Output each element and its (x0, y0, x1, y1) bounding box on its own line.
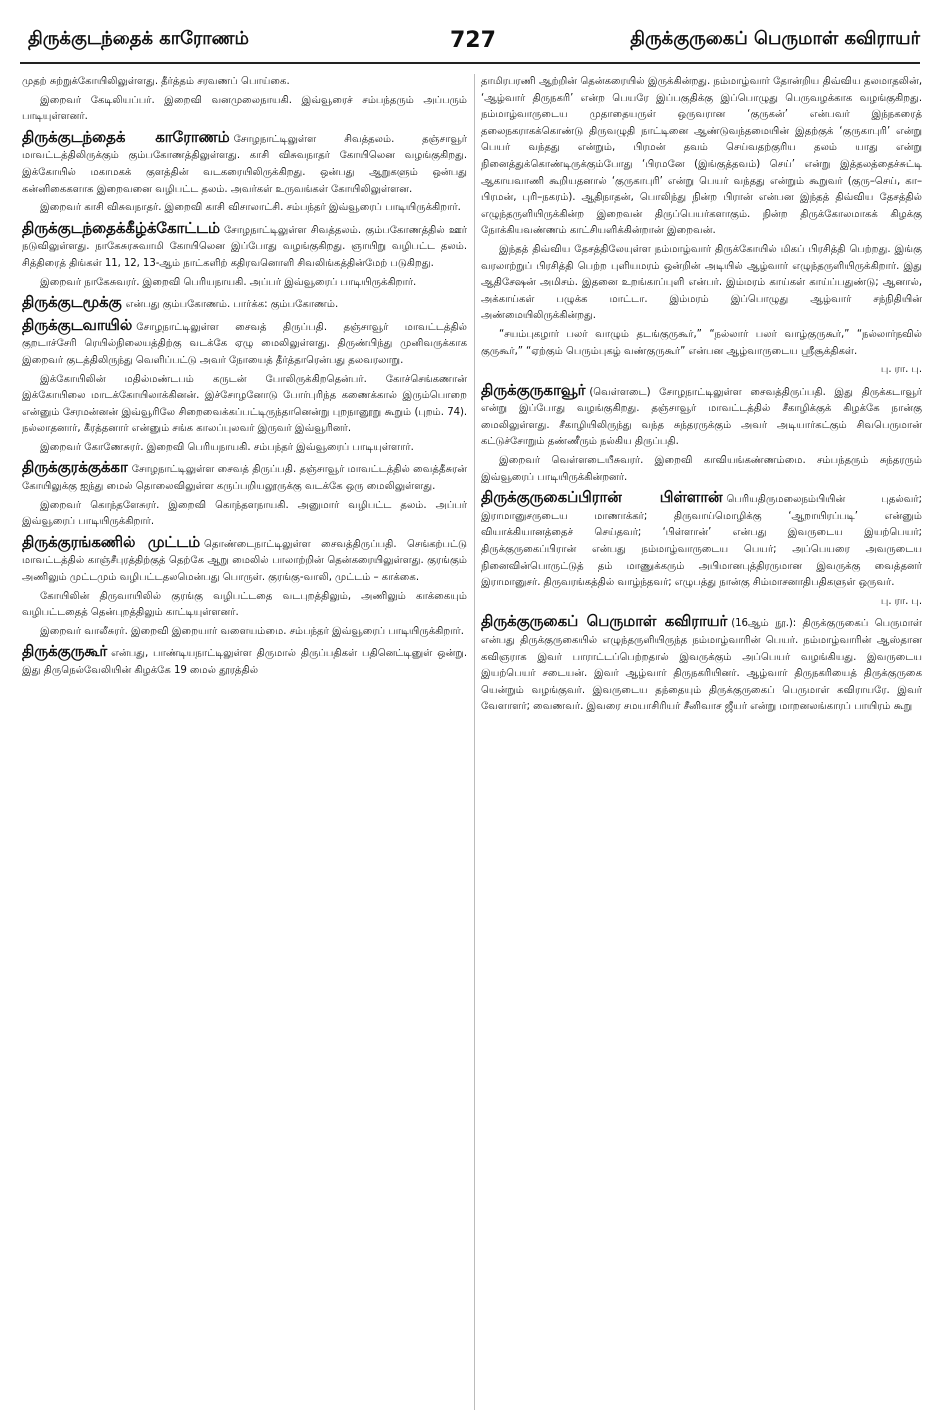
body-paragraph: இக்கோயிலின் மதில்மண்டபம் கருடன் போலிருக்கிறதென்பர். கோச்செங்கணான் இக்கோயிலை மாடக்கோயிலாக்கினன். இச்சோழனோடு போர்புரிந்த கணைக்கால் இரும்பொறை என்னும் சேரமன்னன் இவ்வூரிலே சிறைவைக்கப்பட்டிருந்தானென்று புறநானூறு கூறும் (புறம். 74). நல்லாதனார், கீரத்தனார் என்னும் சங்க காலப்புலவர் இருவர் இவ்வூரினர். (22, 373, 467, 435)
running-head-right: திருக்குருகைப் பெருமாள் கவிராயர் (630, 28, 920, 49)
entry-heading: திருக்குரங்கணில் முட்டம் (22, 532, 201, 551)
entry-heading: திருக்குருகைப் பெருமாள் கவிராயர் (481, 612, 728, 631)
entry-heading: திருக்குடந்தைக் காரோணம் (22, 127, 230, 146)
entry-paragraph (22, 128, 467, 198)
body-paragraph: இறைவர் நாகேசுவரர். இறைவி பெரியநாயகி. அப்பர் இவ்வூரைப் பாடியிருக்கிறார். (40, 276, 417, 288)
author-signature: பு. ரா. பு. (880, 364, 922, 376)
entry-paragraph (22, 293, 467, 314)
entry-text: என்பது கும்பகோணம். பார்க்க: கும்பகோணம். (125, 299, 339, 311)
running-head-left: திருக்குடந்தைக் காரோணம் (28, 28, 250, 49)
entry-paragraph (481, 488, 922, 592)
body-paragraph: “சயம்புகழார் பலர் வாழும் தடங்குருகூர்,” “நல்லார் பலர் வாழ்குருகூர்,” “நல்லார்நவில் குருகூர்,” “ஏற்கும் பெரும்புகழ் வண்குருகூர்” என்பன ஆழ்வாருடைய ஸ்ரீசூக்திகள். (481, 328, 922, 357)
body-paragraph: இந்தத் திவ்விய தேசத்திலேயுள்ள நம்மாழ்வார் திருக்கோயில் மிகப் பிரசித்தி பெற்றது. இங்கு வரலாற்றுப் பிரசித்தி பெற்ற புளியமரம் ஒன்றின் அடியில் ஆழ்வார் எழுந்தருளியிருக்கிறார். இது ஆதிசேஷன் அமிசம். இதனை உறங்காப்புளி என்பர். இம்மரம் காய்கள் காய்ப்பதுண்டு; ஆனால், அக்காய்கள் பழுக்க மாட்டா. இம்மரம் இப்பொழுது ஆழ்வார் சந்நிதியின் அண்மையிலிருக்கின்றது. (481, 243, 922, 322)
entry-text: (வெள்ளடை) சோழநாட்டிலுள்ள சைவத்திருப்பதி. இது திருக்கடாவூர் என்று இப்போது வழங்குகிறது. தஞ்சாவூர் மாவட்டத்தில் சீகாழிக்குக் கிழக்கே நான்கு மைலிலுள்ளது. சீகாழியிலிருந்து வந்த சுந்தரருக்கும் அவர் அடியார்கட்கும் சிவபெருமான் கட்டுச்சோறும் தண்ணீரும் நல்கிய திருப்பதி. (481, 386, 922, 448)
entry-paragraph (22, 642, 467, 679)
entry-text: பெரியதிருமலைநம்பியின் புதல்வர்; இராமானுசருடைய மாணாக்கர்; திருவாய்மொழிக்கு ‘ஆறாயிரப்படி’ என்னும் வியாக்கியானத்தைச் செய்தவர்; ‘பிள்ளான்’ என்பது இவருடைய இயற்பெயர்; திருக்குருகைப்பிரான் என்பது நம்மாழ்வாருடைய பெயர்; அப்பெயரை அவருடைய நினைவின்பொருட்டுத் தம் மாணுக்கரும் அபிமானபுத்திரருமான இவருக்கு வைத்தனர் இராமானுசர். திருவரங்கத்தில் வாழ்ந்தவர்; எழுபத்து நான்கு சிம்மாசனாதிபதிகளுள் ஒருவர். (481, 494, 922, 589)
entry-paragraph (22, 219, 467, 273)
page-number: 727 (450, 28, 496, 53)
entry-paragraph (481, 381, 922, 451)
entry-heading: திருக்குருகைப்பிரான் பிள்ளான் (481, 488, 723, 507)
body-paragraph: இறைவர் வாலீசுரர். இறைவி இறையார் வளையம்மை. சம்பந்தர் இவ்வூரைப் பாடியிருக்கிறார். (40, 625, 464, 637)
entry-heading: திருக்குரக்குக்கா (22, 458, 128, 477)
entry-text: தொண்டைநாட்டிலுள்ள சைவத்திருப்பதி. செங்கற்பட்டு மாவட்டத்தில் காஞ்சீபுரத்திற்குத் தெற்கே ஆறு மைலில் பாலாற்றின் தென்கரையிலுள்ளது. குரங்கும் அணிலும் முட்டமும் வழிபட்டதலமென்பது பொருள். குரங்கு-வாலி, முட்டம் – காக்கை. (22, 538, 467, 584)
body-paragraph: இறைவர் கோணேசுரர். இறைவி பெரியநாயகி. சம்பந்தர் இவ்வூரைப் பாடியுள்ளார். (40, 441, 414, 453)
right-column (481, 74, 922, 1410)
entry-text: சோழநாட்டிலுள்ள சைவத் திருப்பதி. தஞ்சாவூர் மாவட்டத்தில் வைத்தீசுரன் கோயிலுக்கு ஐந்து மைல் தொலைவிலுள்ள கருப்பறியலூருக்கு வடக்கே ஒரு மைலிலுள்ளது. (22, 464, 467, 493)
body-paragraph: முதற் சுற்றுக்கோயிலிலுள்ளது. தீர்த்தம் சரவணப் பொய்கை. (22, 76, 290, 87)
entry-paragraph (481, 612, 922, 716)
page-header (20, 26, 920, 64)
entry-heading: திருக்குருகூர் (22, 642, 108, 661)
entry-text: சோழநாட்டிலுள்ள சிவத்தலம். தஞ்சாவூர் மாவட்டத்திலிருக்கும் கும்பகோணத்திலுள்ளது. காசி விசுவநாதர் கோயிலென வழங்குகிறது. இக்கோயில் மகாமகக் குளத்தின் வடகரையிலிருக்கிறது. ஒன்பது ஆறுகளும் ஒன்பது கன்னிகைகளாக இறைவனை வழிபட்ட தலம். அவர்கள் உருவங்கள் கோயிலிலுள்ளன. (22, 133, 467, 195)
body-paragraph: கோயிலின் திருவாயிலில் குரங்கு வழிபட்டதை வடபுறத்திலும், அணிலும் காக்கையும் வழிபட்டதைத் தென்புறத்திலும் காட்டியுள்ளனர். (22, 590, 467, 619)
body-paragraph: இறைவர் கொந்தளேசுரர். இறைவி கொந்தளநாயகி. அனுமார் வழிபட்ட தலம். அப்பர் இவ்வூரைப் பாடியிருக்கிறார். (22, 499, 467, 528)
left-column (22, 74, 467, 1410)
entry-heading: திருக்குடந்தைக்கீழ்க்கோட்டம் (22, 218, 220, 237)
entry-text: சோழநாட்டிலுள்ள சைவத் திருப்பதி. தஞ்சாவூர் மாவட்டத்தில் குறடாச்சேரி ரெயில்நிலையத்திற்கு வடக்கே ஏழு மைலிலுள்ளது. திருண்பிந்து முனிவருக்காக இறைவர் குடத்திலிருந்து வெளிப்பட்டு அவர் நோயைத் தீர்த்தாரென்பது தலவரலாறு. (22, 321, 467, 366)
entry-heading: திருக்குடவாயில் (22, 315, 133, 334)
body-paragraph: இறைவர் கேடிலியப்பர். இறைவி வனமுலைநாயகி. இவ்வூரைச் சம்பந்தரும் அப்பரும் பாடியுள்ளனர். (22, 94, 467, 123)
entry-heading: திருக்குடமூக்கு (22, 293, 122, 312)
entry-text: சோழநாட்டிலுள்ள சிவத்தலம். கும்பகோணத்தில் ஊர் நடுவிலுள்ளது. நாகேசுரசுவாமி கோயிலென இப்போது வழங்குகிறது. ஞாயிறு வழிபட்ட தலம். சித்திரைத் திங்கள் 11, 12, 13-ஆம் நாட்களிற் கதிரவனொளி சிவலிங்கத்தின்மேற் படுகிறது. (22, 224, 467, 269)
author-signature: பு. ரா. பு. (880, 595, 922, 607)
entry-text: (16ஆம் நூ.): திருக்குருகைப் பெருமாள் என்பது திருக்குருகையில் எழுந்தருளியிருந்த நம்மாழ்வாரின் பெயர். நம்மாழ்வாரின் ஆஸ்தான கவிஞராக இவர் பாராட்டப்பெற்றதால் இவருக்கும் அப்பெயர் வழங்கியது. இவருடைய இயற்பெயர் சடையன். இவர் ஆழ்வார் திருநகரியினர். ஆழ்வார் திருநகரியைத் திருக்குருகை யென்றும் வழங்குவர். இவருடைய தந்தையும் திருக்குருகைப் பெருமாள் கவிராயரே. இவர் வேளாளர்; வைணவர். இவரை சமயாசிரியர் சீனிவாச ஜீயர் என்று மாறனலங்காரப் பாயிரம் கூறு (481, 618, 922, 713)
entry-heading: திருக்குருகாவூர் (481, 380, 586, 399)
body-paragraph: இறைவர் வெள்ளடையீசுவரர். இறைவி காவியங்கண்ணம்மை. சம்பந்தரும் சுந்தரரும் இவ்வூரைப் பாடியிருக்கின்றனர். (481, 455, 922, 483)
entry-paragraph (22, 533, 467, 587)
entry-paragraph (22, 316, 467, 370)
entry-text: என்பது, பாண்டியநாட்டிலுள்ள திருமால் திருப்பதிகள் பதினெட்டினுள் ஒன்று. இது திருநெல்வேலியின் கிழக்கே 19 மைல் தூரத்தில் (22, 648, 467, 676)
body-paragraph: இறைவர் காசி விசுவநாதர். இறைவி காசி விசாலாட்சி. சம்பந்தர் இவ்வூரைப் பாடியிருக்கிறார். (40, 202, 461, 214)
entry-paragraph (22, 458, 467, 495)
body-paragraph: தாமிரபரணி ஆற்றின் தென்கரையில் இருக்கின்றது. நம்மாழ்வார் தோன்றிய திவ்விய தலமாதலின், ‘ஆழ்வார் திருநகரி’ என்ற பெயரே இப்பகுதிக்கு இப்பொழுது பெருவழக்காக வழங்குகிறது. நம்மாழ்வாருடைய முதாதையருள் ஒருவரான ‘குருகன்’ என்பவர் இந்நகரைத் தலைநகராகக்கொண்டு திருவழுதி நாட்டினை ஆண்டுவந்தமையின் இதற்குக் ‘குருகாபுரி’ என்று பெயர் வந்தது என்றும், பிரமன் தவம் செய்வதற்குரிய தலம் யாது என்று நினைத்துக்கொண்டிருக்கும்போது ‘பிரமனே (இங்குத்தவம்) செய்’ என்று இத்தலத்தைச்சுட்டி ஆகாயவாணி கூறியதனால் ‘குருகாபுரி’ என்று பெயர் வந்தது என்றும் கூறுவர் (குரு–செய், கா–பிரமன், புரி–நகரம்). ஆதிநாதன், பொலிந்து நின்ற பிரான் என்பன இந்தத் திவ்விய தேசத்தில் எழுந்தருளியிருக்கின்ற இறைவன் திருப்பெயர்களாகும். நின்ற திருக்கோலமாகக் கிழக்கு நோக்கியவண்ணம் காட்சியளிக்கின்றான் இறைவன். (481, 76, 922, 237)
column-divider (474, 74, 475, 1410)
